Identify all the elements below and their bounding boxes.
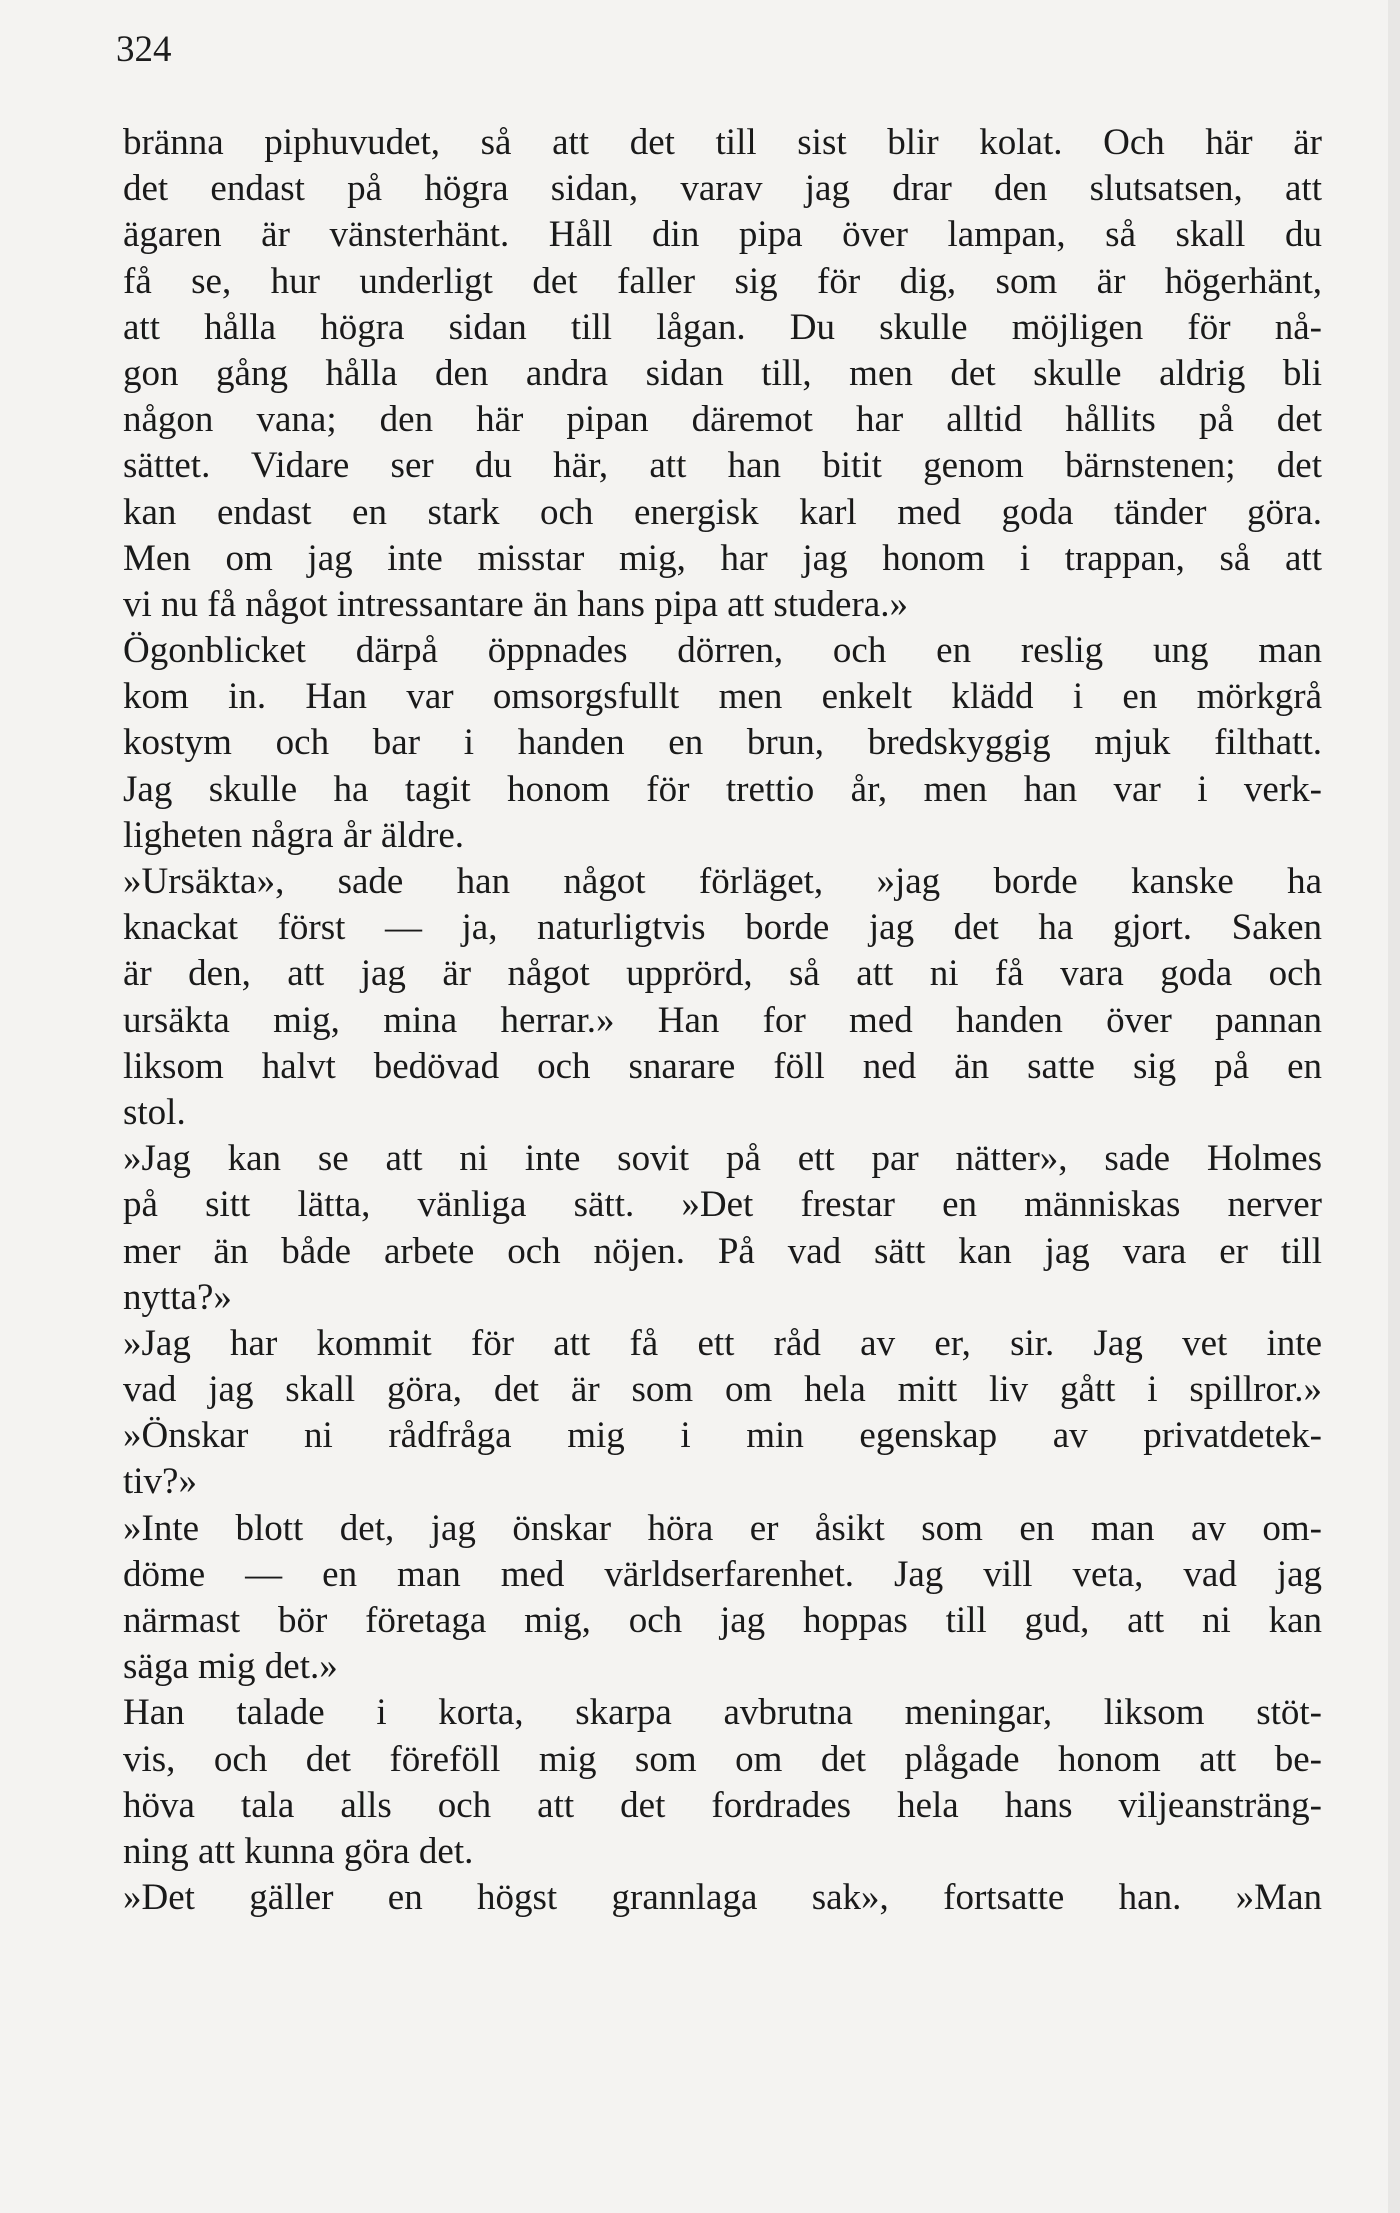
text-line: Han talade i korta, skarpa avbrutna meningar, liksom stöt-: [123, 1692, 1322, 1734]
text-line: kan endast en stark och energisk karl med goda tänder göra.: [123, 491, 1322, 533]
text-line: vi nu få något intressantare än hans pipa att studera.»: [123, 583, 908, 625]
text-line: »Inte blott det, jag önskar höra er åsikt som en man av om-: [123, 1507, 1322, 1549]
text-line: liksom halvt bedövad och snarare föll ned än satte sig på en: [123, 1045, 1322, 1087]
text-line: vis, och det föreföll mig som om det plågade honom att be-: [123, 1738, 1322, 1780]
text-line: att hålla högra sidan till lågan. Du skulle möjligen för nå-: [123, 306, 1322, 348]
text-line: är den, att jag är något upprörd, så att ni få vara goda och: [123, 953, 1322, 995]
text-line: tiv?»: [123, 1461, 197, 1503]
page-number: 324: [116, 29, 172, 70]
text-line: »Jag kan se att ni inte sovit på ett par nätter», sade Holmes: [123, 1138, 1322, 1180]
text-line: ursäkta mig, mina herrar.» Han for med handen över pannan: [123, 999, 1322, 1041]
text-line: bränna piphuvudet, så att det till sist blir kolat. Och här är: [123, 122, 1322, 163]
text-line: någon vana; den här pipan däremot har alltid hållits på det: [123, 399, 1322, 441]
text-line: Men om jag inte misstar mig, har jag honom i trappan, så att: [123, 537, 1322, 579]
text-line: sättet. Vidare ser du här, att han bitit genom bärnstenen; det: [123, 445, 1322, 487]
text-line: det endast på högra sidan, varav jag drar den slutsatsen, att: [123, 168, 1322, 210]
text-line: säga mig det.»: [123, 1646, 338, 1688]
text-line: »Önskar ni rådfråga mig i min egenskap av privatdetek-: [123, 1415, 1322, 1457]
text-line: ligheten några år äldre.: [123, 814, 465, 856]
text-line: »Ursäkta», sade han något förläget, »jag borde kanske ha: [123, 861, 1322, 902]
text-line: »Jag har kommit för att få ett råd av er, sir. Jag vet inte: [123, 1322, 1322, 1364]
text-line: döme — en man med världserfarenhet. Jag vill veta, vad jag: [123, 1553, 1322, 1595]
text-line: gon gång hålla den andra sidan till, men det skulle aldrig bli: [123, 352, 1322, 394]
text-line: kostym och bar i handen en brun, bredskyggig mjuk filthatt.: [123, 722, 1322, 764]
text-line: stol.: [123, 1091, 186, 1133]
text-line: ning att kunna göra det.: [123, 1830, 474, 1872]
text-line: Jag skulle ha tagit honom för trettio år, men han var i verk-: [123, 768, 1322, 810]
text-line: på sitt lätta, vänliga sätt. »Det frestar en människas nerver: [123, 1184, 1322, 1226]
page-edge: [1388, 0, 1400, 2213]
text-line: knackat först — ja, naturligtvis borde jag det ha gjort. Saken: [123, 907, 1322, 949]
text-line: »Det gäller en högst grannlaga sak», fortsatte han. »Man: [123, 1877, 1322, 1919]
text-line: få se, hur underligt det faller sig för dig, som är högerhänt,: [123, 260, 1322, 302]
body-text: [123, 120, 1322, 1921]
text-line: kom in. Han var omsorgsfullt men enkelt klädd i en mörkgrå: [123, 676, 1322, 718]
text-line: höva tala alls och att det fordrades hela hans viljeansträng-: [123, 1784, 1322, 1826]
text-line: mer än både arbete och nöjen. På vad sätt kan jag vara er till: [123, 1230, 1322, 1272]
text-line: ägaren är vänsterhänt. Håll din pipa över lampan, så skall du: [123, 214, 1322, 256]
text-line: närmast bör företaga mig, och jag hoppas till gud, att ni kan: [123, 1600, 1322, 1641]
text-line: vad jag skall göra, det är som om hela mitt liv gått i spillror.»: [123, 1369, 1322, 1411]
text-line: Ögonblicket därpå öppnades dörren, och en reslig ung man: [123, 630, 1322, 672]
text-line: nytta?»: [123, 1276, 232, 1318]
